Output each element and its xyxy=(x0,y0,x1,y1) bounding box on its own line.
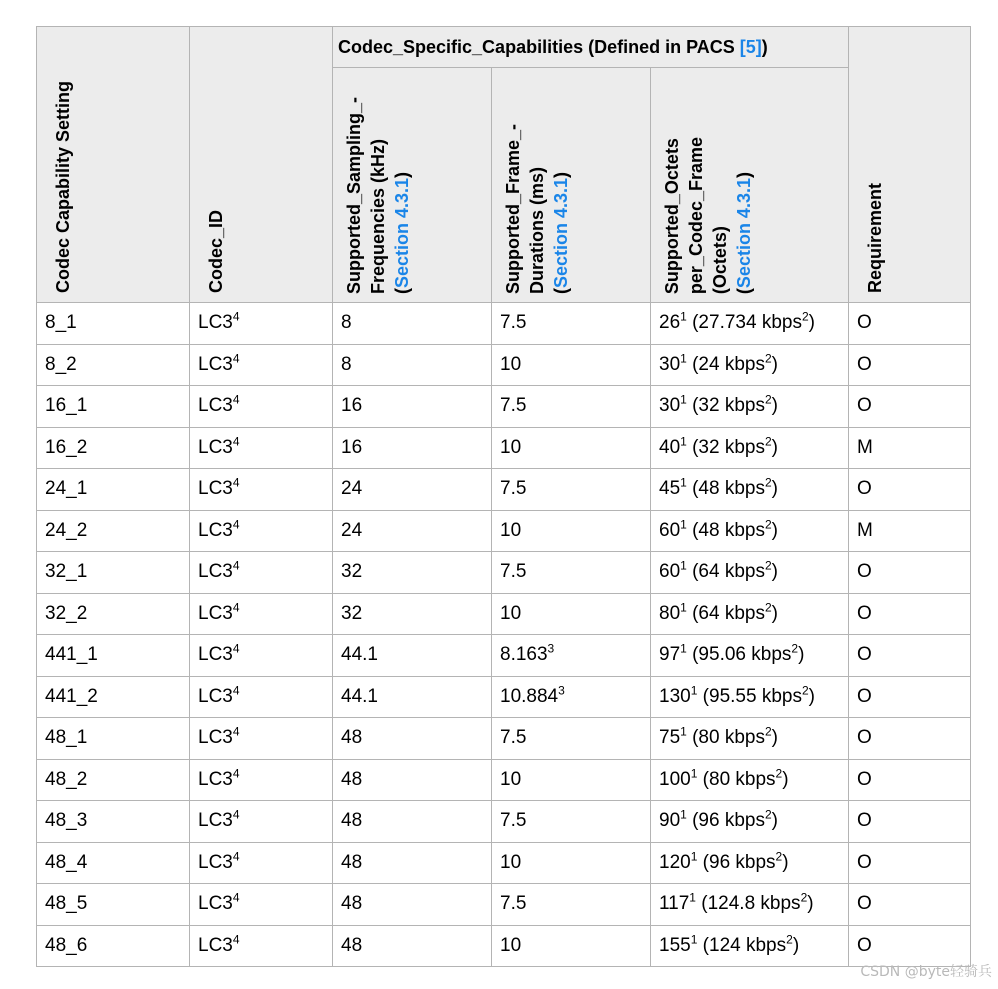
codec-capability-table xyxy=(36,26,971,967)
header-label: Supported_Octets xyxy=(662,137,682,294)
table-row xyxy=(37,344,971,386)
cell-frame-duration: 10 xyxy=(492,427,651,469)
cell-octets-per-frame: $30^1$ (24 kbps$^2$) xyxy=(651,344,849,386)
header-codec-id xyxy=(190,27,333,303)
cell-setting: 32_2 xyxy=(37,593,190,635)
cell-octets-per-frame: $100^1$ (80 kbps$^2$) xyxy=(651,759,849,801)
cell-codec-id: $LC3^4$ xyxy=(190,469,333,511)
cell-sampling-frequency: 16 xyxy=(333,386,492,428)
cell-sampling-frequency: 48 xyxy=(333,884,492,926)
cell-octets-per-frame: $26^1$ (27.734 kbps$^2$) xyxy=(651,303,849,345)
table-row xyxy=(37,552,971,594)
header-label: Durations (ms) xyxy=(527,166,547,294)
section-paren: ) xyxy=(392,171,412,178)
cell-setting: 24_2 xyxy=(37,510,190,552)
table-body xyxy=(37,303,971,967)
cell-setting: 8_1 xyxy=(37,303,190,345)
section-paren: ) xyxy=(734,171,754,178)
cell-sampling-frequency: 48 xyxy=(333,801,492,843)
cell-setting: 24_1 xyxy=(37,469,190,511)
cell-frame-duration: 10 xyxy=(492,510,651,552)
cell-codec-id: $LC3^4$ xyxy=(190,884,333,926)
group-title: Codec_Specific_Capabilities (Defined in PACS xyxy=(338,36,740,57)
cell-setting: 16_1 xyxy=(37,386,190,428)
header-label: Requirement xyxy=(865,183,885,294)
header-supported-sampling-frequencies xyxy=(333,68,492,303)
group-title-close: ) xyxy=(761,36,768,57)
watermark: CSDN @byte轻骑兵 xyxy=(860,964,992,980)
cell-frame-duration: 7.5 xyxy=(492,469,651,511)
header-label: Codec Capability Setting xyxy=(53,81,73,294)
pacs-reference-link[interactable]: [5] xyxy=(739,36,762,57)
table-row xyxy=(37,510,971,552)
cell-frame-duration: 7.5 xyxy=(492,884,651,926)
cell-frame-duration: 10 xyxy=(492,344,651,386)
cell-requirement: O xyxy=(849,801,971,843)
cell-octets-per-frame: $97^1$ (95.06 kbps$^2$) xyxy=(651,635,849,677)
cell-requirement: O xyxy=(849,593,971,635)
cell-setting: 441_1 xyxy=(37,635,190,677)
section-paren: ( xyxy=(392,288,412,294)
cell-setting: 32_1 xyxy=(37,552,190,594)
section-paren: ) xyxy=(551,171,571,178)
cell-frame-duration: 7.5 xyxy=(492,718,651,760)
cell-setting: 441_2 xyxy=(37,676,190,718)
header-label: Supported_Sampling_- xyxy=(344,96,364,294)
cell-requirement: O xyxy=(849,344,971,386)
cell-octets-per-frame: $155^1$ (124 kbps$^2$) xyxy=(651,925,849,967)
cell-setting: 48_1 xyxy=(37,718,190,760)
cell-codec-id: $LC3^4$ xyxy=(190,718,333,760)
cell-sampling-frequency: 32 xyxy=(333,552,492,594)
cell-octets-per-frame: $117^1$ (124.8 kbps$^2$) xyxy=(651,884,849,926)
cell-codec-id: $LC3^4$ xyxy=(190,552,333,594)
cell-requirement: O xyxy=(849,842,971,884)
section-4-3-1-link[interactable]: Section 4.3.1 xyxy=(551,177,571,288)
cell-sampling-frequency: 48 xyxy=(333,925,492,967)
cell-requirement: O xyxy=(849,386,971,428)
table-row xyxy=(37,386,971,428)
cell-octets-per-frame: $90^1$ (96 kbps$^2$) xyxy=(651,801,849,843)
header-label: Codec_ID xyxy=(206,210,226,294)
cell-frame-duration: 10 xyxy=(492,925,651,967)
cell-octets-per-frame: $60^1$ (64 kbps$^2$) xyxy=(651,552,849,594)
cell-octets-per-frame: $60^1$ (48 kbps$^2$) xyxy=(651,510,849,552)
cell-requirement: M xyxy=(849,427,971,469)
cell-setting: 16_2 xyxy=(37,427,190,469)
cell-sampling-frequency: 48 xyxy=(333,842,492,884)
header-supported-frame-durations xyxy=(492,68,651,303)
header-label: per_Codec_Frame xyxy=(686,136,706,294)
table-row xyxy=(37,801,971,843)
table-row xyxy=(37,593,971,635)
header-codec-capability-setting xyxy=(37,27,190,303)
cell-codec-id: $LC3^4$ xyxy=(190,842,333,884)
table-row xyxy=(37,718,971,760)
cell-codec-id: $LC3^4$ xyxy=(190,676,333,718)
cell-requirement: O xyxy=(849,925,971,967)
cell-frame-duration: 10 xyxy=(492,593,651,635)
header-label: Supported_Frame_- xyxy=(503,123,523,294)
cell-requirement: O xyxy=(849,759,971,801)
section-4-3-1-link[interactable]: Section 4.3.1 xyxy=(392,177,412,288)
cell-requirement: O xyxy=(849,635,971,677)
cell-setting: 48_6 xyxy=(37,925,190,967)
cell-codec-id: $LC3^4$ xyxy=(190,593,333,635)
cell-sampling-frequency: 16 xyxy=(333,427,492,469)
cell-octets-per-frame: $130^1$ (95.55 kbps$^2$) xyxy=(651,676,849,718)
cell-sampling-frequency: 8 xyxy=(333,303,492,345)
cell-codec-id: $LC3^4$ xyxy=(190,925,333,967)
table-row xyxy=(37,303,971,345)
cell-octets-per-frame: $75^1$ (80 kbps$^2$) xyxy=(651,718,849,760)
section-paren: ( xyxy=(551,288,571,294)
cell-frame-duration: 10.884$^3$ xyxy=(492,676,651,718)
cell-codec-id: $LC3^4$ xyxy=(190,303,333,345)
cell-setting: 48_4 xyxy=(37,842,190,884)
section-4-3-1-link[interactable]: Section 4.3.1 xyxy=(734,177,754,288)
table-row xyxy=(37,469,971,511)
cell-setting: 48_5 xyxy=(37,884,190,926)
cell-sampling-frequency: 48 xyxy=(333,718,492,760)
cell-sampling-frequency: 44.1 xyxy=(333,635,492,677)
cell-codec-id: $LC3^4$ xyxy=(190,510,333,552)
cell-codec-id: $LC3^4$ xyxy=(190,635,333,677)
cell-frame-duration: 7.5 xyxy=(492,552,651,594)
table-row xyxy=(37,925,971,967)
table-row xyxy=(37,842,971,884)
cell-codec-id: $LC3^4$ xyxy=(190,801,333,843)
cell-octets-per-frame: $30^1$ (32 kbps$^2$) xyxy=(651,386,849,428)
cell-codec-id: $LC3^4$ xyxy=(190,386,333,428)
cell-frame-duration: 7.5 xyxy=(492,801,651,843)
cell-octets-per-frame: $80^1$ (64 kbps$^2$) xyxy=(651,593,849,635)
cell-setting: 8_2 xyxy=(37,344,190,386)
table-row xyxy=(37,884,971,926)
section-paren: ( xyxy=(734,288,754,294)
cell-octets-per-frame: $45^1$ (48 kbps$^2$) xyxy=(651,469,849,511)
cell-codec-id: $LC3^4$ xyxy=(190,344,333,386)
cell-frame-duration: 10 xyxy=(492,759,651,801)
cell-octets-per-frame: $120^1$ (96 kbps$^2$) xyxy=(651,842,849,884)
table-header xyxy=(37,27,971,303)
cell-sampling-frequency: 24 xyxy=(333,469,492,511)
cell-sampling-frequency: 44.1 xyxy=(333,676,492,718)
cell-sampling-frequency: 8 xyxy=(333,344,492,386)
table-row xyxy=(37,427,971,469)
cell-requirement: O xyxy=(849,469,971,511)
cell-setting: 48_3 xyxy=(37,801,190,843)
cell-frame-duration: 10 xyxy=(492,842,651,884)
cell-sampling-frequency: 24 xyxy=(333,510,492,552)
header-requirement xyxy=(849,27,971,303)
cell-setting: 48_2 xyxy=(37,759,190,801)
header-label: Frequencies (kHz) xyxy=(368,138,388,294)
header-supported-octets-per-codec-frame xyxy=(651,68,849,303)
cell-codec-id: $LC3^4$ xyxy=(190,759,333,801)
cell-codec-id: $LC3^4$ xyxy=(190,427,333,469)
cell-frame-duration: 7.5 xyxy=(492,386,651,428)
table-row xyxy=(37,635,971,677)
cell-frame-duration: 8.163$^3$ xyxy=(492,635,651,677)
header-codec-specific-capabilities xyxy=(333,27,849,68)
cell-sampling-frequency: 48 xyxy=(333,759,492,801)
cell-frame-duration: 7.5 xyxy=(492,303,651,345)
cell-requirement: O xyxy=(849,884,971,926)
cell-requirement: O xyxy=(849,552,971,594)
cell-octets-per-frame: $40^1$ (32 kbps$^2$) xyxy=(651,427,849,469)
header-label: (Octets) xyxy=(710,225,730,294)
cell-sampling-frequency: 32 xyxy=(333,593,492,635)
cell-requirement: M xyxy=(849,510,971,552)
cell-requirement: O xyxy=(849,676,971,718)
table-row xyxy=(37,759,971,801)
cell-requirement: O xyxy=(849,718,971,760)
cell-requirement: O xyxy=(849,303,971,345)
table-row xyxy=(37,676,971,718)
